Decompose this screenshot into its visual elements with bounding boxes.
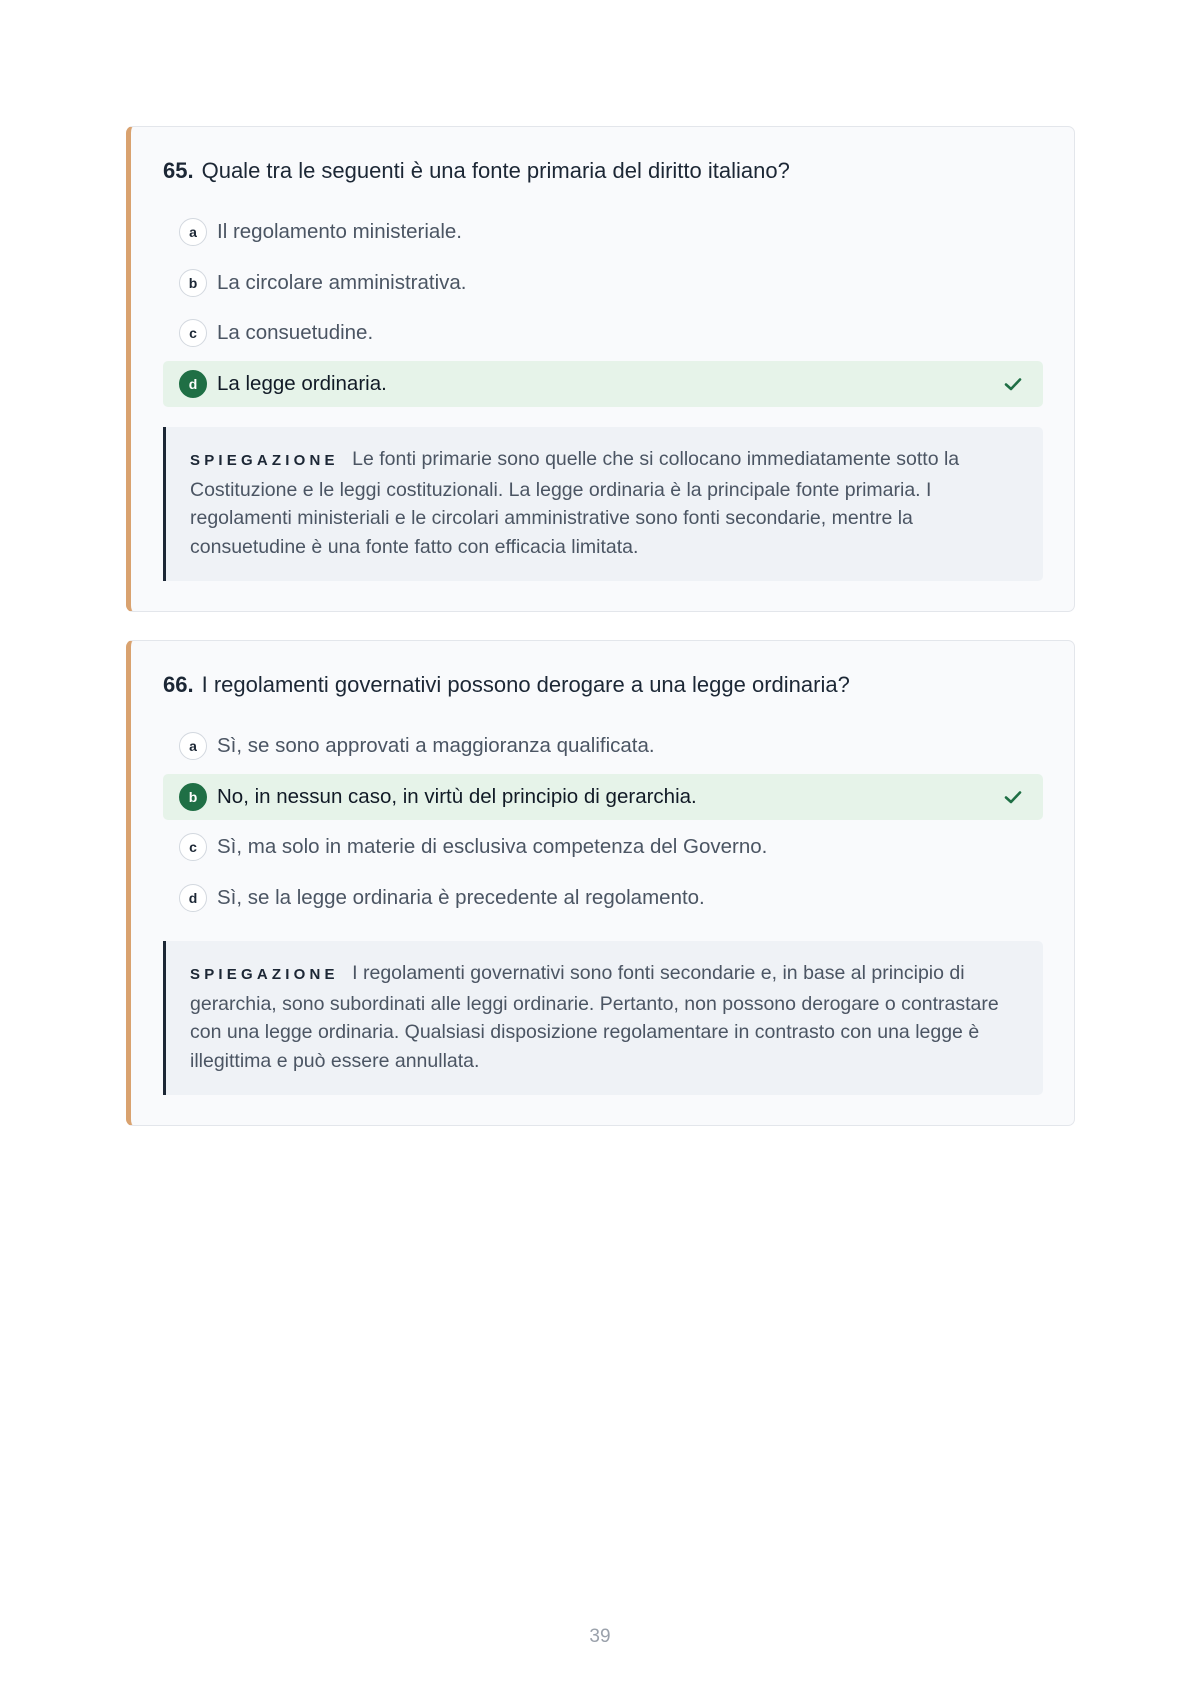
- option-text: No, in nessun caso, in virtù del principio di gerarchia.: [217, 784, 697, 808]
- option-letter-badge: d: [179, 370, 207, 398]
- option-text: Sì, se la legge ordinaria è precedente al regolamento.: [217, 885, 705, 909]
- question-card: [126, 126, 1075, 612]
- option-d[interactable]: [163, 875, 1043, 921]
- question-title: [163, 157, 790, 185]
- option-a[interactable]: [163, 723, 1043, 769]
- question-text: Quale tra le seguenti è una fonte primaria del diritto italiano?: [201, 158, 790, 183]
- explanation-text: Le fonti primarie sono quelle che si collocano immediatamente sotto la Costituzione e le leggi costituzionali. La legge ordinaria è la principale fonte primaria. I regolamenti ministeriali e le circolari amministrative sono fonti secondarie, mentre la consuetudine è una fonte fatto con efficacia limitata.: [190, 448, 960, 558]
- option-text: Il regolamento ministeriale.: [217, 220, 462, 243]
- option-d-correct[interactable]: [163, 361, 1043, 407]
- options-list: [163, 723, 1043, 925]
- option-letter-badge: a: [179, 732, 207, 760]
- option-letter-badge: c: [179, 319, 207, 347]
- page-number: 39: [589, 1626, 611, 1647]
- question-title: [163, 671, 850, 699]
- option-text: Sì, se sono approvati a maggioranza qualificata.: [217, 734, 655, 757]
- option-c[interactable]: [163, 310, 1043, 356]
- option-text: La consuetudine.: [217, 321, 374, 344]
- explanation-box: [163, 941, 1043, 1095]
- explanation-box: [163, 427, 1043, 581]
- check-icon: [1003, 374, 1023, 394]
- options-list: [163, 209, 1043, 411]
- question-text: I regolamenti governativi possono derogare a una legge ordinaria?: [201, 672, 850, 697]
- option-letter-badge: b: [179, 783, 207, 811]
- explanation-label: SPIEGAZIONE: [190, 966, 339, 983]
- option-b-correct[interactable]: [163, 774, 1043, 820]
- option-letter-badge: d: [179, 884, 207, 912]
- option-a[interactable]: [163, 209, 1043, 255]
- explanation-label: SPIEGAZIONE: [190, 452, 339, 469]
- option-text: Sì, ma solo in materie di esclusiva competenza del Governo.: [217, 835, 768, 858]
- option-b[interactable]: [163, 260, 1043, 306]
- option-c[interactable]: [163, 824, 1043, 870]
- question-number: 66.: [163, 672, 194, 697]
- option-text: La legge ordinaria.: [217, 371, 387, 395]
- check-icon: [1003, 787, 1023, 807]
- option-text: La circolare amministrativa.: [217, 270, 467, 294]
- explanation-text: I regolamenti governativi sono fonti secondarie e, in base al principio di gerarchia, sono subordinati alle leggi ordinarie. Pertanto, non possono derogare o contrastare con una legge ordinaria. Qualsiasi disposizione regolamentare in contrasto con una legge è illegittima e può essere annullata.: [190, 962, 999, 1072]
- option-letter-badge: b: [179, 269, 207, 297]
- option-letter-badge: a: [179, 218, 207, 246]
- question-number: 65.: [163, 158, 194, 183]
- option-letter-badge: c: [179, 833, 207, 861]
- question-card: [126, 640, 1075, 1126]
